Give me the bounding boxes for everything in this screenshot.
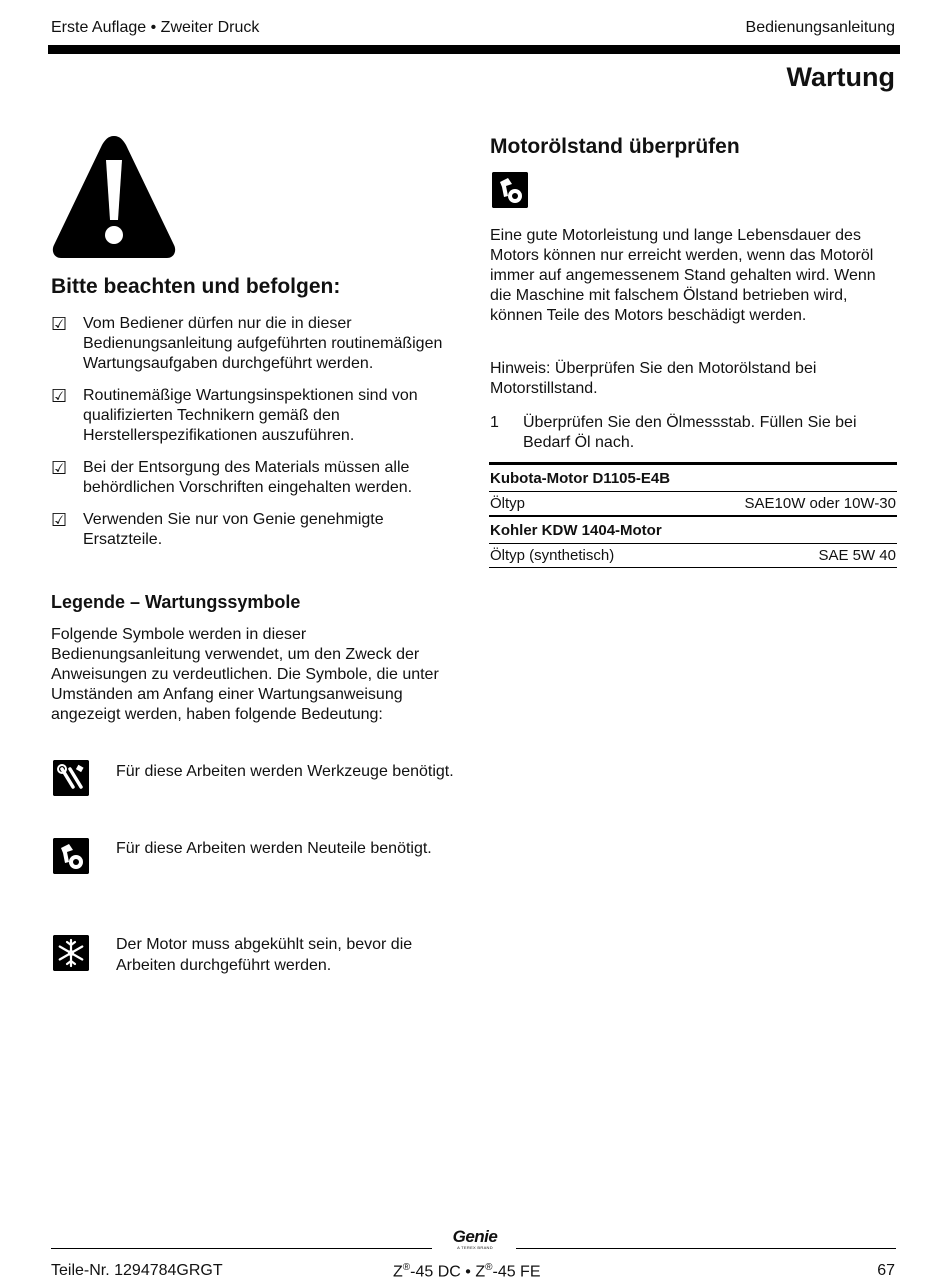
engine-cool-icon xyxy=(53,935,89,971)
notice-heading: Bitte beachten und befolgen: xyxy=(51,275,341,298)
logo-wordmark: Genie xyxy=(452,1227,498,1246)
symbol-text-new-parts: Für diese Arbeiten werden Neuteile benötigt. xyxy=(116,840,432,857)
procedure-heading: Motorölstand überprüfen xyxy=(490,135,740,158)
table-group-row xyxy=(489,464,897,492)
checklist-text: Bei der Entsorgung des Materials müssen alle behördlichen Vorschriften eingehalten werden. xyxy=(83,459,413,496)
symbol-text-tools: Für diese Arbeiten werden Werkzeuge benötigt. xyxy=(116,763,454,780)
model-designation xyxy=(393,1262,541,1281)
model-part: -45 DC • Z xyxy=(410,1263,486,1281)
checklist-item xyxy=(51,458,461,498)
spec-label: Öltyp xyxy=(489,492,672,517)
logo-tagline: A TEREX BRAND xyxy=(457,1245,493,1250)
checkbox-icon: ☑ xyxy=(51,510,68,530)
checkbox-icon: ☑ xyxy=(51,314,68,334)
table-row xyxy=(489,544,897,568)
checklist-item xyxy=(51,386,461,446)
checklist-item xyxy=(51,314,461,374)
tools-icon xyxy=(53,760,89,796)
warning-triangle-icon xyxy=(50,132,178,260)
oil-spec-table xyxy=(489,462,897,568)
spec-value: SAE10W oder 10W-30 xyxy=(672,492,897,517)
procedure-paragraph: Eine gute Motorleistung und lange Lebensdauer des Motors können nur erreicht werden, wenn das Motoröl immer auf angemessenem Stand gehalten wird. Wenn die Maschine mit falschem Ölstand betrieben wird, können Teile des Motors beschädigt werden. xyxy=(490,227,876,324)
new-parts-icon xyxy=(492,172,528,208)
engine-name: Kohler KDW 1404-Motor xyxy=(489,516,897,544)
header-edition: Erste Auflage • Zweiter Druck xyxy=(51,19,260,36)
registered-mark: ® xyxy=(402,1262,411,1273)
checklist-text: Verwenden Sie nur von Genie genehmigte Ersatzteile. xyxy=(83,511,384,548)
step-number: 1 xyxy=(490,414,499,431)
new-parts-icon xyxy=(53,838,89,874)
spec-value: SAE 5W 40 xyxy=(672,544,897,568)
section-title: Wartung xyxy=(786,62,895,92)
footer-rule-right xyxy=(516,1248,896,1249)
genie-logo xyxy=(437,1228,513,1254)
checklist xyxy=(51,314,461,562)
symbol-text-engine-cool: Der Motor muss abgekühlt sein, bevor die Arbeiten durchgeführt werden. xyxy=(116,936,413,974)
checkbox-icon: ☑ xyxy=(51,458,68,478)
checklist-text: Routinemäßige Wartungsinspektionen sind von qualifizierten Technikern gemäß den Herstellerspezifikationen auszuführen. xyxy=(83,387,418,444)
model-part: -45 FE xyxy=(492,1263,541,1281)
procedure-note: Hinweis: Überprüfen Sie den Motorölstand bei Motorstillstand. xyxy=(490,360,817,397)
header-manual-type: Bedienungsanleitung xyxy=(745,19,895,36)
legend-heading: Legende – Wartungssymbole xyxy=(51,592,301,612)
table-group-row xyxy=(489,516,897,544)
page-number: 67 xyxy=(877,1262,895,1279)
engine-name: Kubota-Motor D1105-E4B xyxy=(489,464,897,492)
legend-intro: Folgende Symbole werden in dieser Bedienungsanleitung verwendet, um den Zweck der Anweisungen zu verdeutlichen. Die Symbole, die unter Umständen am Anfang einer Wartungsanweisung angezeigt werden, haben folgende Bedeutung: xyxy=(51,626,439,723)
registered-mark: ® xyxy=(485,1262,493,1273)
spec-label: Öltyp (synthetisch) xyxy=(489,544,672,568)
step-text: Überprüfen Sie den Ölmessstab. Füllen Sie bei Bedarf Öl nach. xyxy=(523,414,857,451)
model-prefix: Z xyxy=(393,1263,403,1281)
part-number: Teile-Nr. 1294784GRGT xyxy=(51,1262,223,1279)
header-rule xyxy=(48,45,900,54)
table-row xyxy=(489,492,897,517)
checklist-text: Vom Bediener dürfen nur die in dieser Bedienungsanleitung aufgeführten routinemäßigen Wartungsaufgaben durchgeführt werden. xyxy=(83,315,443,372)
checkbox-icon: ☑ xyxy=(51,386,68,406)
checklist-item xyxy=(51,510,461,550)
footer-rule-left xyxy=(51,1248,432,1249)
